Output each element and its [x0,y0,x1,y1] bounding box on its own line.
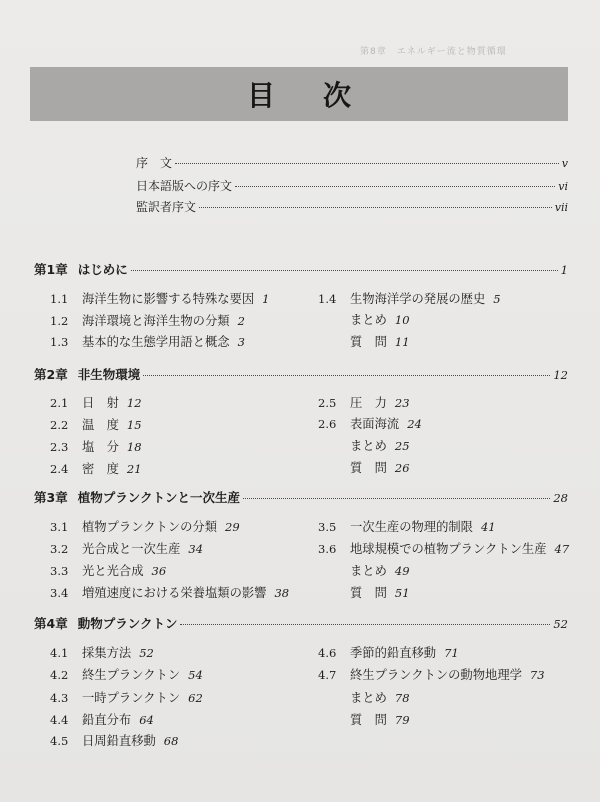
section-number: 3.4 [50,586,69,600]
chapter-title: 動物プランクトン [77,616,178,631]
page-number: 2 [237,314,245,328]
section-entry[interactable] [50,539,203,557]
section-title: 質 問 [350,713,387,727]
toc-title: 目次 [246,79,399,112]
page-number: 62 [188,691,203,705]
page-number: 54 [188,668,203,682]
page-number: 1 [262,292,270,306]
page-number: 73 [529,668,545,682]
chapter-heading[interactable] [34,614,568,632]
page-number: 28 [553,491,568,505]
page-number: vi [558,180,568,193]
preface-entry[interactable] [136,177,568,195]
section-number: 4.1 [50,646,69,660]
section-title: 基本的な生態学用語と概念 [82,335,230,349]
section-entry[interactable] [50,311,245,329]
section-title: 質 問 [350,586,387,600]
leader-dots [131,270,558,271]
page-number: 24 [407,417,422,431]
page-number: 12 [553,368,568,382]
page-number: 64 [139,713,154,727]
page-number: 36 [151,564,167,578]
section-entry[interactable] [318,539,569,557]
section-title: 海洋生物に影響する特殊な要因 [82,292,255,306]
chapter-heading[interactable] [34,260,568,278]
chapter-number: 第4章 [34,616,68,631]
section-entry[interactable] [318,517,496,535]
preface-label: 監訳者序文 [136,200,197,214]
page-number: 25 [394,439,410,453]
section-title: 圧 力 [350,396,387,410]
page-number: 79 [394,713,410,727]
section-entry[interactable] [318,436,410,454]
chapter-title: 植物プランクトンと一次生産 [77,490,240,505]
section-entry[interactable] [318,332,410,350]
section-title: 植物プランクトンの分類 [82,520,218,534]
section-entry[interactable] [50,583,289,601]
section-entry[interactable] [50,332,245,350]
section-title: 海洋環境と海洋生物の分類 [82,314,230,328]
page-number: 21 [126,462,142,476]
page-number: 18 [126,440,142,454]
section-title: 密 度 [82,462,119,476]
page-number: 29 [225,520,240,534]
section-number: 3.1 [50,520,69,534]
page-number: 26 [394,461,410,475]
toc-title-bar [30,67,568,121]
page-number: 5 [493,292,501,306]
section-title: 温 度 [82,418,119,432]
section-number: 1.4 [318,292,337,306]
header-bleed-through: 第8章 エネルギー流と物質循環 [360,47,507,57]
page-number: 3 [237,335,245,349]
section-entry[interactable] [50,415,142,433]
section-title: まとめ [350,564,387,578]
page-number: vii [554,201,568,214]
section-title: 生物海洋学の発展の歴史 [350,292,486,306]
section-number: 4.7 [318,668,337,682]
page-number: 47 [554,542,570,556]
section-title: 光と光合成 [82,564,144,578]
section-number: 2.5 [318,396,337,410]
section-title: 日周鉛直移動 [82,734,156,748]
section-title: 増殖速度における栄養塩類の影響 [82,586,267,600]
section-title: 地球規模での植物プランクトン生産 [350,542,547,556]
section-number: 1.1 [50,292,69,306]
section-number: 3.6 [318,542,337,556]
section-entry[interactable] [318,643,459,661]
section-number: 2.2 [50,418,69,432]
chapter-number: 第2章 [34,367,68,382]
preface-label: 日本語版への序文 [136,179,233,193]
chapter-heading[interactable] [34,488,568,506]
section-title: 塩 分 [82,440,119,454]
preface-entry[interactable] [136,154,568,172]
section-entry[interactable] [50,731,178,749]
chapter-title: 非生物環境 [77,367,141,382]
leader-dots [235,186,555,187]
page-number: 68 [163,734,179,748]
page-number: 51 [394,586,410,600]
page-number: 11 [394,335,410,349]
page-number: 10 [394,313,410,327]
section-entry[interactable] [50,688,203,706]
section-entry[interactable] [318,688,410,706]
section-entry[interactable] [50,517,240,535]
chapter-number: 第3章 [34,490,68,505]
section-entry[interactable] [50,643,154,661]
preface-entry[interactable] [136,198,568,216]
page-number: 34 [188,542,204,556]
page-number: v [561,157,568,170]
section-title: 季節的鉛直移動 [350,646,437,660]
section-entry[interactable] [50,289,270,307]
section-title: まとめ [350,439,387,453]
leader-dots [243,498,550,499]
page-number: 38 [274,586,290,600]
page-number: 23 [394,396,410,410]
chapter-heading[interactable] [34,365,568,383]
section-number: 4.2 [50,668,69,682]
chapter-number: 第1章 [34,262,68,277]
section-title: 表面海流 [350,417,400,431]
section-entry[interactable] [50,437,142,455]
section-title: 日 射 [82,396,119,410]
section-entry[interactable] [318,583,410,601]
leader-dots [143,375,550,376]
section-number: 3.5 [318,520,337,534]
leader-dots [180,624,550,625]
section-entry[interactable] [318,289,501,307]
section-number: 4.4 [50,713,69,727]
section-title: 光合成と一次生産 [82,542,181,556]
chapter-title: はじめに [77,262,128,277]
section-title: 一次生産の物理的制限 [350,520,473,534]
section-number: 1.2 [50,314,69,328]
section-title: まとめ [350,313,387,327]
page-number: 71 [444,646,459,660]
section-title: 終生プランクトン [82,668,181,682]
page-number: 49 [394,564,410,578]
section-number: 2.3 [50,440,69,454]
section-entry[interactable] [50,665,203,683]
section-entry[interactable] [318,393,410,411]
section-number: 2.6 [318,417,337,431]
section-title: 質 問 [350,335,387,349]
section-number: 2.1 [50,396,69,410]
section-number: 4.5 [50,734,69,748]
section-title: 終生プランクトンの動物地理学 [350,668,522,682]
leader-dots [175,163,559,164]
section-title: 採集方法 [82,646,132,660]
section-entry[interactable] [318,310,410,328]
page-number: 41 [480,520,496,534]
section-title: まとめ [350,691,387,705]
page-number: 15 [126,418,142,432]
page-number: 78 [394,691,410,705]
section-entry[interactable] [318,561,410,579]
section-title: 鉛直分布 [82,713,132,727]
section-entry[interactable] [318,665,545,683]
section-title: 一時プランクトン [82,691,181,705]
page-number: 52 [139,646,154,660]
preface-label: 序 文 [136,156,173,170]
page-number: 1 [560,263,568,277]
section-entry[interactable] [50,710,154,728]
leader-dots [199,207,552,208]
section-title: 質 問 [350,461,387,475]
section-number: 4.3 [50,691,69,705]
section-entry[interactable] [318,710,410,728]
section-number: 1.3 [50,335,69,349]
section-entry[interactable] [50,459,142,477]
section-number: 4.6 [318,646,337,660]
page-number: 52 [553,617,568,631]
section-entry[interactable] [318,458,410,476]
section-number: 3.2 [50,542,69,556]
section-entry[interactable] [318,414,422,432]
page-number: 12 [126,396,142,410]
section-number: 2.4 [50,462,69,476]
section-number: 3.3 [50,564,69,578]
section-entry[interactable] [50,393,142,411]
section-entry[interactable] [50,561,166,579]
